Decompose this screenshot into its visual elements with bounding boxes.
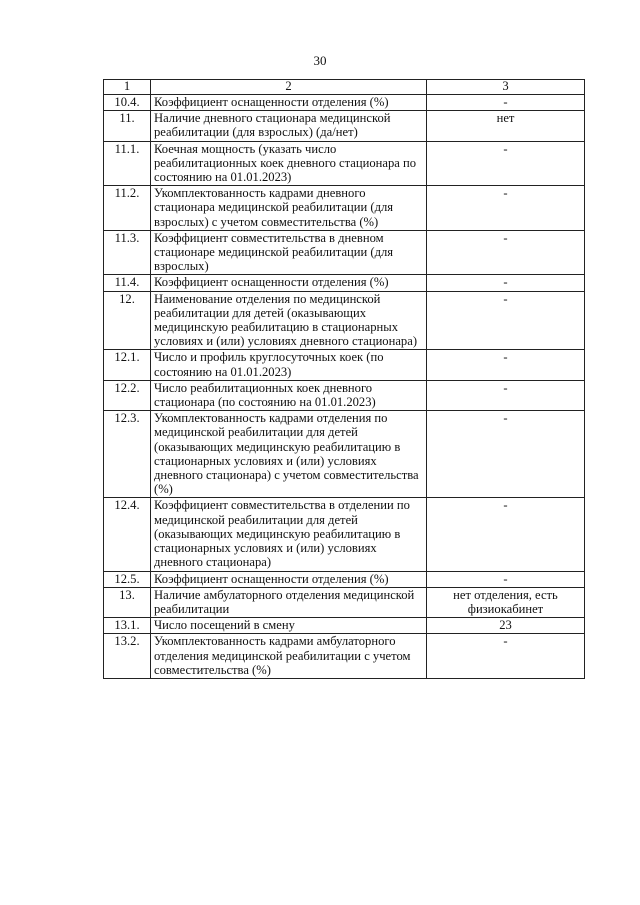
- row-value: -: [427, 571, 585, 587]
- row-value: -: [427, 275, 585, 291]
- row-number: 12.2.: [104, 380, 151, 410]
- row-label: Число посещений в смену: [151, 618, 427, 634]
- row-number: 11.4.: [104, 275, 151, 291]
- table-row: [104, 380, 585, 410]
- row-label: Коэффициент совместительства в отделении по медицинской реабилитации для детей (оказывающих медицинскую реабилитацию в стационарных условиях и (или) условиях дневного стационара): [151, 498, 427, 571]
- row-number: 12.5.: [104, 571, 151, 587]
- row-value: 23: [427, 618, 585, 634]
- column-header-value: 3: [427, 80, 585, 95]
- row-label: Коэффициент оснащенности отделения (%): [151, 571, 427, 587]
- row-number: 11.2.: [104, 186, 151, 231]
- row-label: Укомплектованность кадрами отделения по медицинской реабилитации для детей (оказывающих медицинскую реабилитацию в стационарных условиях и (или) условиях дневного стационара) с учетом совместительства (%): [151, 411, 427, 498]
- table-row: [104, 634, 585, 679]
- row-number: 13.: [104, 587, 151, 617]
- row-label: Коэффициент оснащенности отделения (%): [151, 275, 427, 291]
- row-value: -: [427, 230, 585, 275]
- row-number: 12.1.: [104, 350, 151, 380]
- row-label: Наименование отделения по медицинской реабилитации для детей (оказывающих медицинскую реабилитацию в стационарных условиях и (или) условиях дневного стационара): [151, 291, 427, 350]
- table-row: [104, 618, 585, 634]
- row-value: нет: [427, 111, 585, 141]
- table-row: [104, 498, 585, 571]
- row-label: Наличие амбулаторного отделения медицинской реабилитации: [151, 587, 427, 617]
- page-number: 30: [313, 53, 327, 68]
- row-value: нет отделения, есть физиокабинет: [427, 587, 585, 617]
- row-label: Коэффициент совместительства в дневном стационаре медицинской реабилитации (для взрослых): [151, 230, 427, 275]
- row-number: 13.2.: [104, 634, 151, 679]
- row-value: -: [427, 411, 585, 498]
- row-number: 13.1.: [104, 618, 151, 634]
- table-row: [104, 411, 585, 498]
- row-value: -: [427, 380, 585, 410]
- table-row: [104, 141, 585, 186]
- table-row: [104, 186, 585, 231]
- column-header-number: 1: [104, 80, 151, 95]
- row-value: -: [427, 291, 585, 350]
- row-label: Число и профиль круглосуточных коек (по состоянию на 01.01.2023): [151, 350, 427, 380]
- table-row: [104, 230, 585, 275]
- table-row: [104, 95, 585, 111]
- row-value: -: [427, 634, 585, 679]
- data-table: [103, 79, 585, 679]
- row-number: 11.: [104, 111, 151, 141]
- row-label: Коэффициент оснащенности отделения (%): [151, 95, 427, 111]
- row-number: 11.1.: [104, 141, 151, 186]
- row-value: -: [427, 95, 585, 111]
- row-number: 11.3.: [104, 230, 151, 275]
- row-label: Укомплектованность кадрами дневного стационара медицинской реабилитации (для взрослых) с учетом совместительства (%): [151, 186, 427, 231]
- row-number: 12.: [104, 291, 151, 350]
- row-value: -: [427, 141, 585, 186]
- row-number: 12.4.: [104, 498, 151, 571]
- table-row: [104, 571, 585, 587]
- table-header-row: [104, 80, 585, 95]
- table-row: [104, 275, 585, 291]
- table-row: [104, 291, 585, 350]
- row-number: 10.4.: [104, 95, 151, 111]
- row-label: Наличие дневного стационара медицинской реабилитации (для взрослых) (да/нет): [151, 111, 427, 141]
- table-row: [104, 350, 585, 380]
- row-label: Укомплектованность кадрами амбулаторного отделения медицинской реабилитации с учетом совместительства (%): [151, 634, 427, 679]
- column-header-indicator: 2: [151, 80, 427, 95]
- row-value: -: [427, 350, 585, 380]
- table-row: [104, 111, 585, 141]
- row-label: Число реабилитационных коек дневного стационара (по состоянию на 01.01.2023): [151, 380, 427, 410]
- table-row: [104, 587, 585, 617]
- row-value: -: [427, 186, 585, 231]
- row-number: 12.3.: [104, 411, 151, 498]
- row-label: Коечная мощность (указать число реабилитационных коек дневного стационара по состоянию на 01.01.2023): [151, 141, 427, 186]
- row-value: -: [427, 498, 585, 571]
